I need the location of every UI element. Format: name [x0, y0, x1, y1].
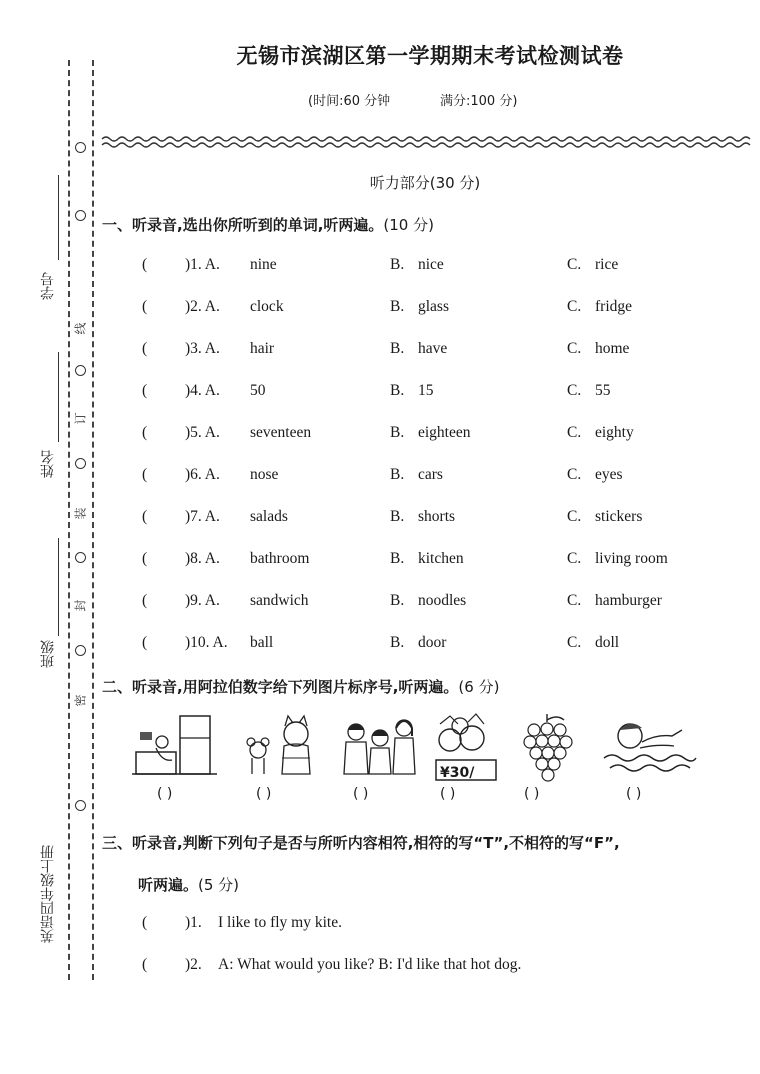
- option-a: nine: [250, 256, 277, 273]
- answer-blank[interactable]: (: [142, 298, 148, 315]
- option-c-label: C.: [567, 508, 582, 525]
- option-a: salads: [250, 508, 288, 525]
- name-underline: [58, 352, 59, 442]
- option-b-label: B.: [390, 424, 405, 441]
- picture-answer-blank-6[interactable]: ( ): [626, 786, 642, 802]
- student-id-label: 学号: [40, 272, 56, 300]
- section2-heading: [102, 676, 499, 697]
- binding-hole: [75, 458, 86, 469]
- tf-answer-blank[interactable]: (: [142, 914, 148, 931]
- option-c: eighty: [595, 424, 634, 441]
- question-number: )2. A.: [185, 298, 220, 315]
- option-b-label: B.: [390, 256, 405, 273]
- wavy-divider: [102, 135, 750, 149]
- picture-answer-blank-4[interactable]: ( ): [440, 786, 456, 802]
- option-b: have: [418, 340, 448, 357]
- option-b: kitchen: [418, 550, 464, 567]
- section2-points: (6 分): [458, 678, 500, 696]
- section1-heading: [102, 214, 434, 235]
- option-b: glass: [418, 298, 449, 315]
- seal-char-ding: 订: [73, 412, 88, 425]
- question-number: )8. A.: [185, 550, 220, 567]
- question-number: )5. A.: [185, 424, 220, 441]
- section1-points: (10 分): [383, 216, 434, 234]
- option-b: door: [418, 634, 447, 651]
- picture-swimmer: [602, 712, 697, 780]
- option-a: clock: [250, 298, 284, 315]
- option-c-label: C.: [567, 550, 582, 567]
- section3-heading: [102, 832, 752, 853]
- binding-hole: [75, 210, 86, 221]
- option-b-label: B.: [390, 466, 405, 483]
- option-c: rice: [595, 256, 619, 273]
- option-b: eighteen: [418, 424, 471, 441]
- tf-question-text: I like to fly my kite.: [218, 914, 342, 931]
- option-c-label: C.: [567, 382, 582, 399]
- seal-char-feng: 封: [73, 599, 88, 612]
- class-label: 班级: [40, 640, 56, 668]
- option-a: hair: [250, 340, 275, 357]
- question-number: )6. A.: [185, 466, 220, 483]
- option-b: 15: [418, 382, 434, 399]
- tf-question-text: A: What would you like? B: I'd like that hot dog.: [218, 956, 522, 973]
- answer-blank[interactable]: (: [142, 550, 148, 567]
- seal-char-xian: 线: [73, 322, 88, 335]
- price-tag-label: ¥30/: [440, 765, 475, 781]
- question-number: )7. A.: [185, 508, 220, 525]
- option-c-label: C.: [567, 466, 582, 483]
- picture-answer-blank-1[interactable]: ( ): [157, 786, 173, 802]
- option-c: fridge: [595, 298, 633, 315]
- option-b-label: B.: [390, 508, 405, 525]
- exam-title: 无锡市滨湖区第一学期期末考试检测试卷: [236, 43, 624, 68]
- option-c: stickers: [595, 508, 643, 525]
- question-number: )9. A.: [185, 592, 220, 609]
- seal-char-mi: 密: [73, 694, 88, 707]
- option-b-label: B.: [390, 550, 405, 567]
- option-c: living room: [595, 550, 668, 567]
- option-a: ball: [250, 634, 274, 651]
- option-a: seventeen: [250, 424, 312, 441]
- binding-hole: [75, 800, 86, 811]
- answer-blank[interactable]: (: [142, 592, 148, 609]
- picture-answer-blank-3[interactable]: ( ): [353, 786, 369, 802]
- name-label: 姓名: [40, 450, 56, 478]
- question-number: )10. A.: [185, 634, 228, 651]
- picture-grapes: [522, 712, 572, 784]
- answer-blank[interactable]: (: [142, 634, 148, 651]
- picture-answer-blank-5[interactable]: ( ): [524, 786, 540, 802]
- question-number: )4. A.: [185, 382, 220, 399]
- binding-hole: [75, 142, 86, 153]
- class-underline: [58, 538, 59, 636]
- listening-section-title: 听力部分(30 分): [369, 174, 481, 192]
- option-a: sandwich: [250, 592, 309, 609]
- option-c-label: C.: [567, 424, 582, 441]
- binding-hole: [75, 645, 86, 656]
- option-b: shorts: [418, 508, 456, 525]
- picture-kitchen-fridge: [132, 712, 217, 780]
- option-c-label: C.: [567, 592, 582, 609]
- picture-three-girls: [340, 712, 420, 780]
- answer-blank[interactable]: (: [142, 382, 148, 399]
- option-b-label: B.: [390, 634, 405, 651]
- section3-heading-text: 三、听录音,判断下列句子是否与所听内容相符,相符的写“T”,不相符的写“F”,: [102, 834, 620, 852]
- subject-label: 英语四年级上册: [40, 845, 56, 943]
- seal-char-zhuang: 装: [73, 507, 88, 520]
- tf-answer-blank[interactable]: (: [142, 956, 148, 973]
- student-id-underline: [58, 175, 59, 260]
- picture-answer-blank-2[interactable]: ( ): [256, 786, 272, 802]
- option-b-label: B.: [390, 382, 405, 399]
- question-number: )1. A.: [185, 256, 220, 273]
- binding-dashed-line-inner: [92, 60, 94, 980]
- section3-heading-cont: [138, 874, 239, 895]
- option-a: bathroom: [250, 550, 310, 567]
- picture-mouse-cat: [238, 712, 328, 780]
- tf-question-number: )2.: [185, 956, 202, 973]
- section3-points: (5 分): [198, 876, 240, 894]
- binding-hole: [75, 552, 86, 563]
- option-a: nose: [250, 466, 279, 483]
- option-c: doll: [595, 634, 620, 651]
- option-b: noodles: [418, 592, 467, 609]
- answer-blank[interactable]: (: [142, 256, 148, 273]
- option-c: eyes: [595, 466, 623, 483]
- answer-blank[interactable]: (: [142, 340, 148, 357]
- exam-time: (时间:60 分钟: [308, 94, 391, 109]
- option-b-label: B.: [390, 298, 405, 315]
- option-c-label: C.: [567, 298, 582, 315]
- question-number: )3. A.: [185, 340, 220, 357]
- exam-full-score: 满分:100 分): [440, 94, 518, 109]
- option-c-label: C.: [567, 256, 582, 273]
- tf-question-number: )1.: [185, 914, 202, 931]
- answer-blank[interactable]: (: [142, 466, 148, 483]
- binding-dashed-line-outer: [68, 60, 70, 980]
- section2-heading-text: 二、听录音,用阿拉伯数字给下列图片标序号,听两遍。: [102, 678, 459, 696]
- option-b: cars: [418, 466, 443, 483]
- option-c: 55: [595, 382, 611, 399]
- option-c: hamburger: [595, 592, 662, 609]
- option-c: home: [595, 340, 630, 357]
- binding-hole: [75, 365, 86, 376]
- option-b-label: B.: [390, 340, 405, 357]
- option-a: 50: [250, 382, 266, 399]
- option-c-label: C.: [567, 340, 582, 357]
- answer-blank[interactable]: (: [142, 424, 148, 441]
- option-b-label: B.: [390, 592, 405, 609]
- option-c-label: C.: [567, 634, 582, 651]
- answer-blank[interactable]: (: [142, 508, 148, 525]
- option-b: nice: [418, 256, 444, 273]
- section3-heading-cont-text: 听两遍。: [138, 876, 199, 894]
- section1-heading-text: 一、听录音,选出你所听到的单词,听两遍。: [102, 216, 384, 234]
